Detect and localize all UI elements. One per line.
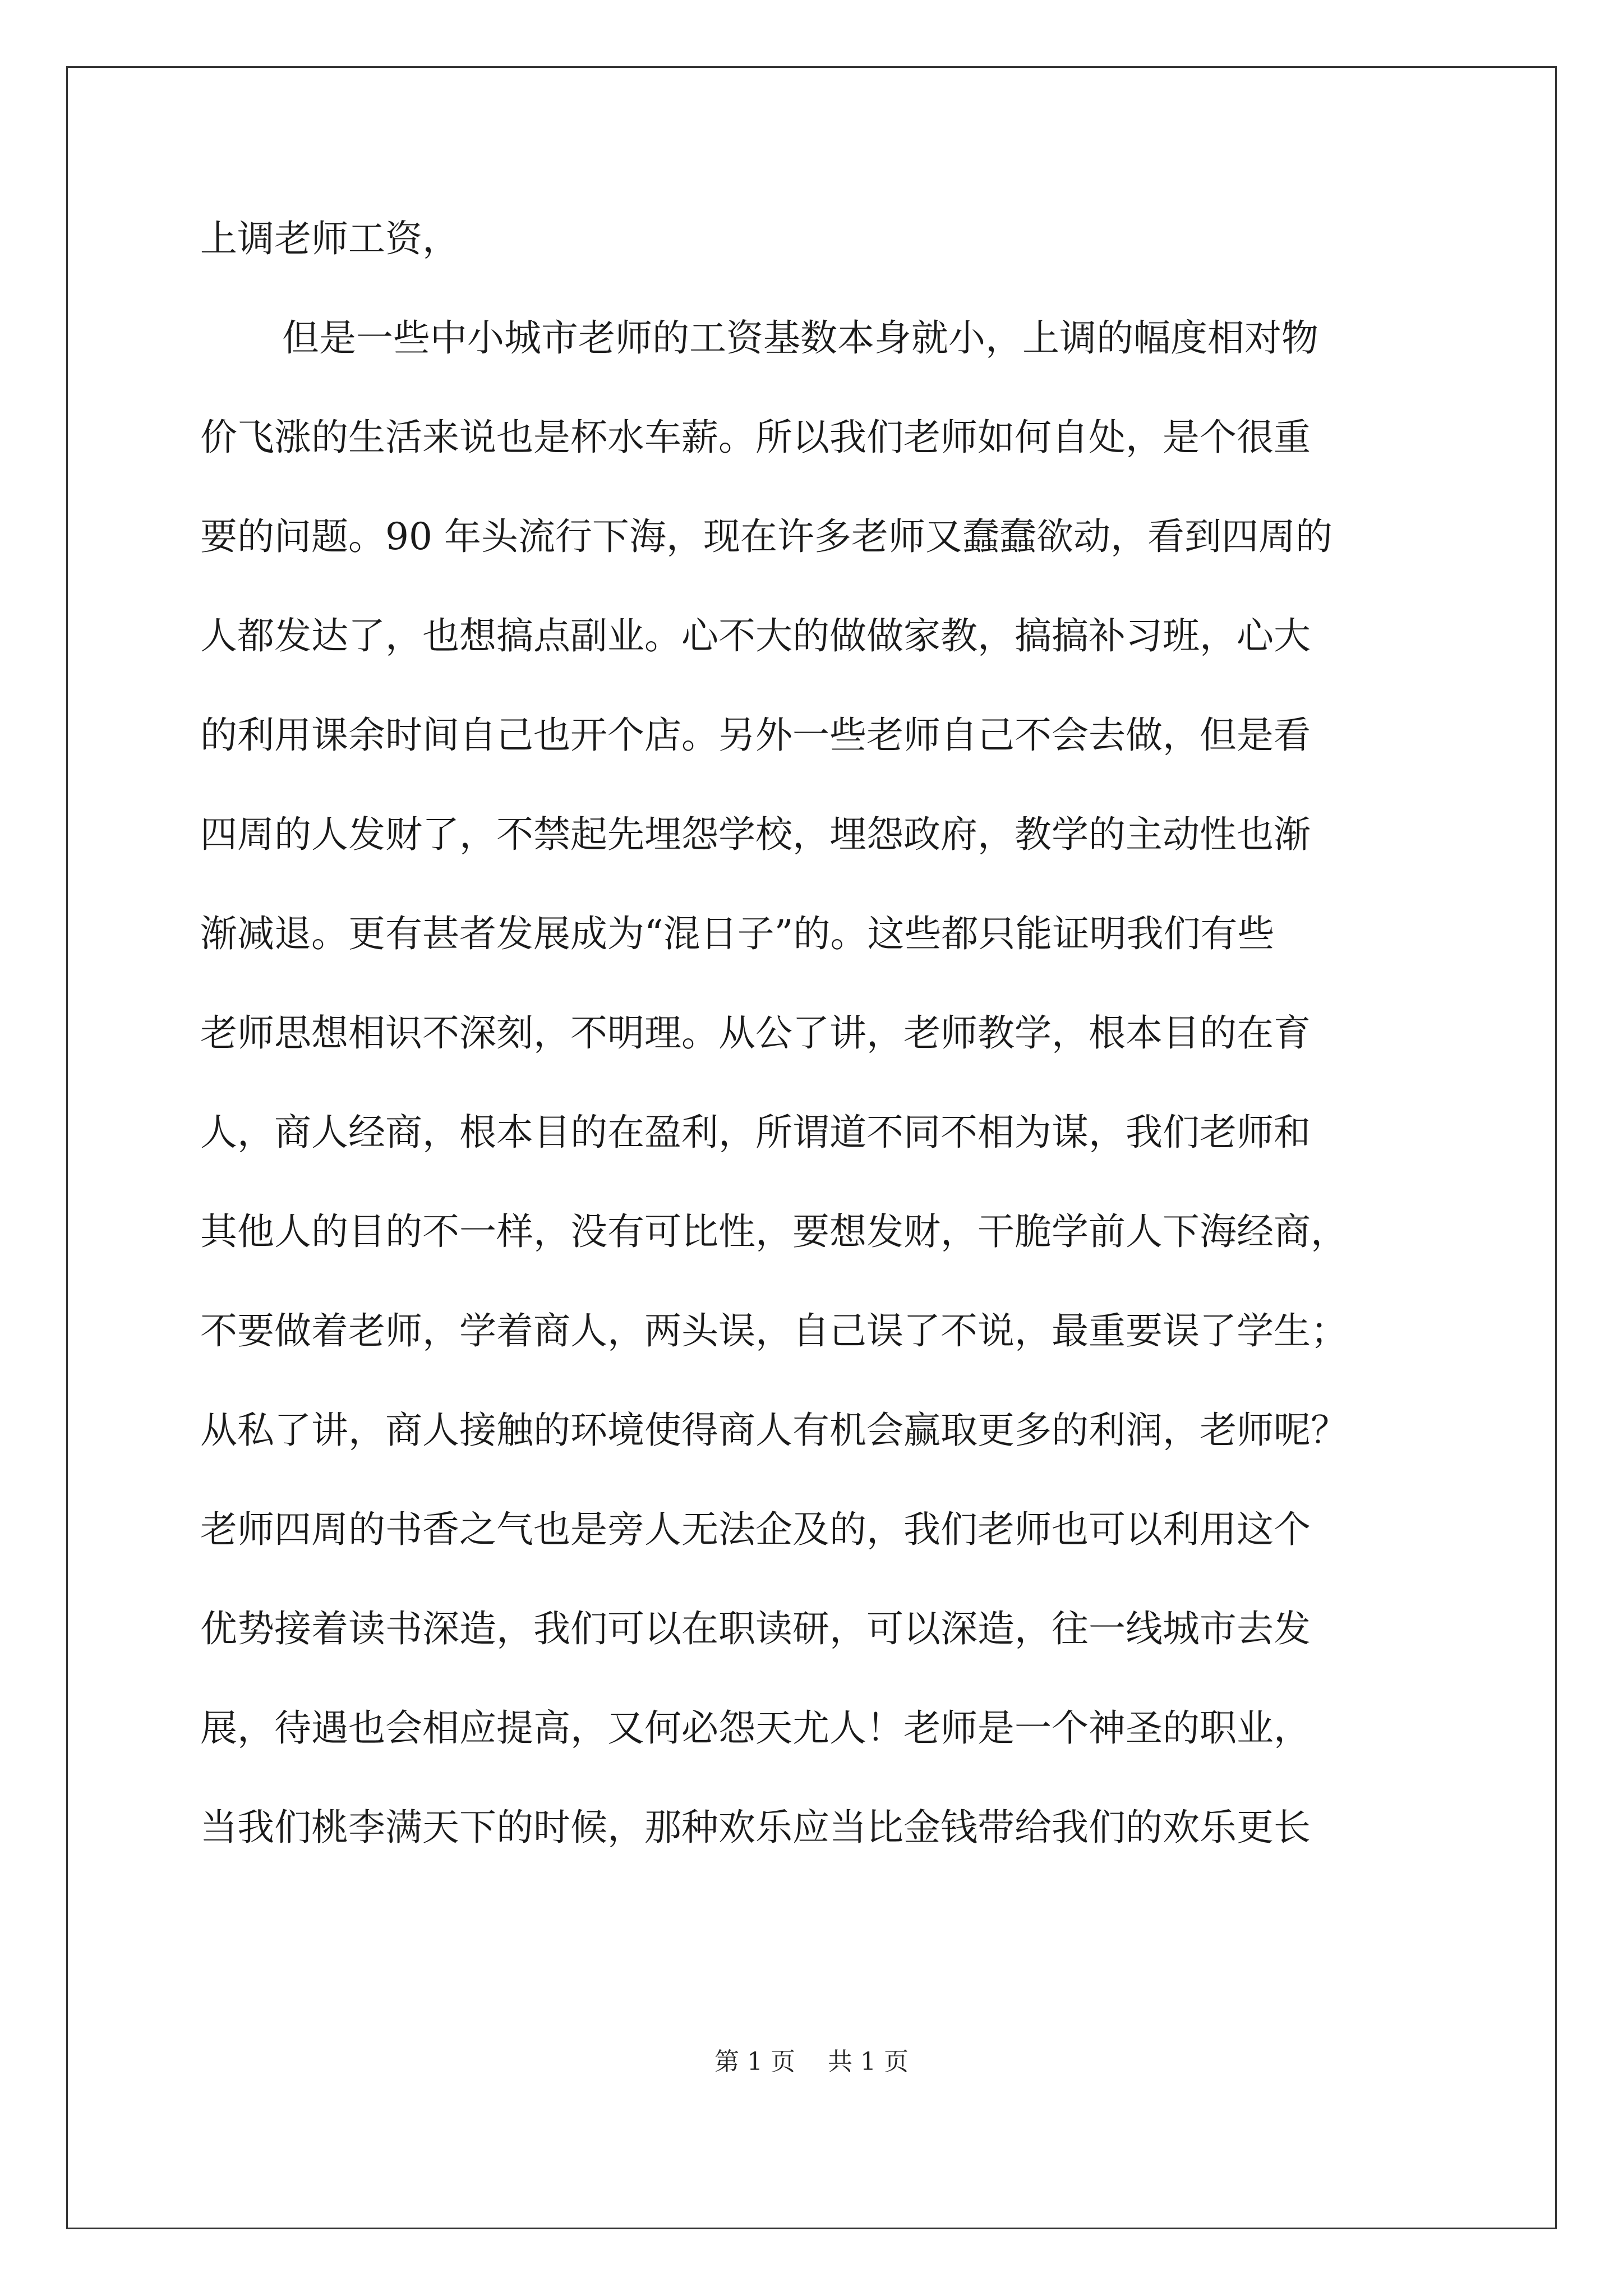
text-line: 老师四周的书香之气也是旁人无法企及的，我们老师也可以利用这个 [200,1508,1311,1551]
text-line: 优势接着读书深造，我们可以在职读研，可以深造，往一线城市去发 [200,1607,1311,1650]
text-line: 人都发达了，也想搞点副业。心不大的做做家教，搞搞补习班，心大 [200,614,1311,657]
text-line: 人，商人经商，根本目的在盈利，所谓道不同不相为谋，我们老师和 [200,1111,1311,1154]
text-line: 当我们桃李满天下的时候，那种欢乐应当比金钱带给我们的欢乐更长 [200,1806,1311,1849]
text-line: 展，待遇也会相应提高，又何必怨天尤人！老师是一个神圣的职业， [200,1706,1311,1750]
text-line: 的利用课余时间自己也开个店。另外一些老师自己不会去做，但是看 [200,714,1311,757]
text-line: 四周的人发财了，不禁起先埋怨学校，埋怨政府，教学的主动性也渐 [200,813,1311,856]
text-line: 上调老师工资， [200,217,459,260]
text-line: 其他人的目的不一样，没有可比性，要想发财，干脆学前人下海经商， [200,1210,1348,1253]
document-body [200,217,1451,1908]
page-total: 共 1 页 [828,2047,909,2076]
text-line: 不要做着老师，学着商人，两头误，自己误了不说，最重要误了学生； [200,1309,1348,1352]
text-line: 老师思想相识不深刻，不明理。从公了讲，老师教学，根本目的在育 [200,1011,1311,1055]
text-line: 但是一些中小城市老师的工资基数本身就小，上调的幅度相对物 [282,316,1318,360]
text-line: 渐减退。更有甚者发展成为“混日子”的。这些都只能证明我们有些 [200,912,1275,955]
text-line: 价飞涨的生活来说也是杯水车薪。所以我们老师如何自处，是个很重 [200,416,1311,459]
page-footer [0,2049,1623,2076]
text-line: 要的问题。90 年头流行下海，现在许多老师又蠢蠢欲动，看到四周的 [200,515,1332,558]
page-number: 第 1 页 [714,2047,795,2076]
text-line: 从私了讲，商人接触的环境使得商人有机会赢取更多的利润，老师呢？ [200,1409,1348,1452]
